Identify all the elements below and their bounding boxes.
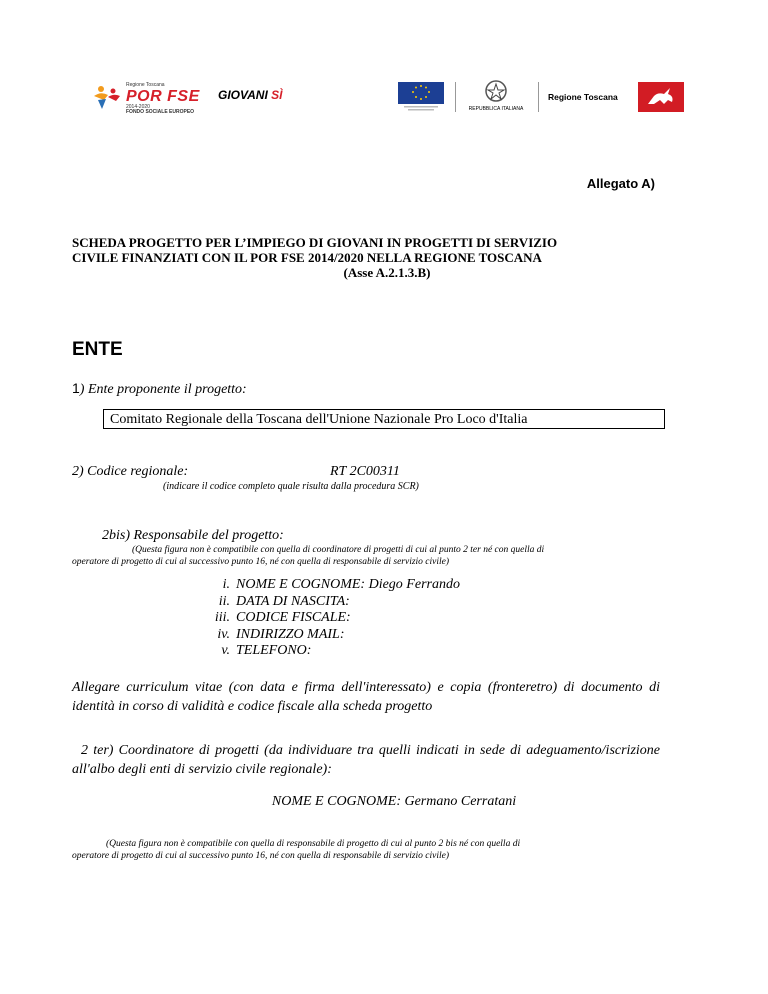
title-line-3: (Asse A.2.1.3.B) (343, 265, 431, 280)
eu-flag-logo (398, 82, 444, 112)
ente-proponente-text: ) Ente proponente il progetto: (79, 382, 247, 397)
list-item-number: iv. (217, 626, 230, 642)
list-item-text: CODICE FISCALE: (236, 610, 351, 625)
pegasus-icon (638, 82, 684, 112)
list-item-text: NOME E COGNOME: Diego Ferrando (236, 577, 460, 592)
allegare-paragraph: Allegare curriculum vitae (con data e firma dell'interessato) e copia (fronteretro) di documento di identità in corso di validità e codice fiscale alla scheda progetto (72, 680, 660, 714)
title-line-1: SCHEDA PROGETTO PER L’IMPIEGO DI GIOVANI IN PROGETTI DI SERVIZIO (72, 235, 558, 250)
list-item-number: v. (221, 643, 230, 658)
list-item-number: iii. (214, 610, 230, 625)
section-heading-ente: ENTE (72, 339, 123, 360)
regione-toscana-flag (638, 82, 684, 112)
responsabile-label: 2bis) Responsabile del progetto: (102, 528, 284, 543)
list-item (160, 610, 460, 627)
coordinatore-name: NOME E COGNOME: Germano Cerratani (271, 794, 517, 809)
por-fse-logo (92, 82, 212, 115)
list-item-number: ii. (218, 593, 230, 609)
repubblica-italiana-logo (466, 80, 526, 114)
codice-regionale-label: 2) Codice regionale: (72, 464, 189, 479)
por-fse-text: POR FSE (126, 88, 200, 105)
logo-divider (455, 82, 456, 112)
eu-flag-icon (398, 82, 444, 112)
coordinatore-note-line-1: (Questa figura non è compatibile con quella di responsabile di progetto di cui al punto 2 bis né con quella di (106, 839, 521, 849)
logo-divider-2 (538, 82, 539, 112)
ente-proponente-number: 1 (72, 380, 80, 396)
por-fse-region-text: Regione Toscana (126, 82, 165, 88)
list-item-text: TELEFONO: (236, 643, 312, 658)
regione-toscana-text: Regione Toscana (548, 92, 618, 102)
responsabile-details-list (160, 577, 460, 660)
list-item-text: INDIRIZZO MAIL: (236, 626, 345, 642)
responsabile-note-line-1: (Questa figura non è compatibile con quella di coordinatore di progetti di cui al punto 2 ter né con quella di (132, 545, 545, 555)
list-item (160, 594, 460, 611)
list-item (160, 643, 460, 660)
list-item-text: DATA DI NASCITA: (236, 593, 350, 609)
list-item (160, 577, 460, 594)
giovani-si-text: SÌ (271, 88, 283, 102)
ente-proponente-label (72, 380, 247, 398)
repubblica-text: REPUBBLICA ITALIANA (468, 106, 524, 112)
coordinatore-note (72, 838, 692, 862)
giovani-text: GIOVANI (218, 88, 268, 102)
codice-regionale-value: RT 2C00311 (330, 464, 400, 479)
coordinatore-note-line-2: operatore di progetto di cui al successivo punto 16, né con quella di responsabile di servizio civile) (72, 851, 450, 861)
responsabile-note-line-2: operatore di progetto di cui al successivo punto 16, né con quella di responsabile di servizio civile) (72, 557, 450, 567)
ente-proponente-field: Comitato Regionale della Toscana dell'Unione Nazionale Pro Loco d'Italia (103, 409, 665, 429)
codice-regionale-note: (indicare il codice completo quale risulta dalla procedura SCR) (163, 481, 419, 492)
por-fse-figure-icon (92, 82, 122, 112)
allegato-label: Allegato A) (586, 176, 655, 191)
list-item-number: i. (222, 577, 230, 592)
coordinatore-label: 2 ter) Coordinatore di progetti (da individuare tra quelli indicati in sede di adeguamento/iscrizione all'albo degli enti di servizio civile regionale): (72, 743, 660, 777)
title-line-2: CIVILE FINANZIATI CON IL POR FSE 2014/2020 NELLA REGIONE TOSCANA (72, 250, 542, 265)
document-title (72, 235, 702, 280)
por-fse-fund-text: FONDO SOCIALE EUROPEO (126, 109, 195, 115)
italian-emblem-icon (466, 80, 526, 104)
list-item (160, 627, 460, 644)
por-fse-years: 2014-2020 (126, 104, 150, 110)
giovani-si-logo (218, 88, 282, 102)
responsabile-note (72, 544, 692, 568)
